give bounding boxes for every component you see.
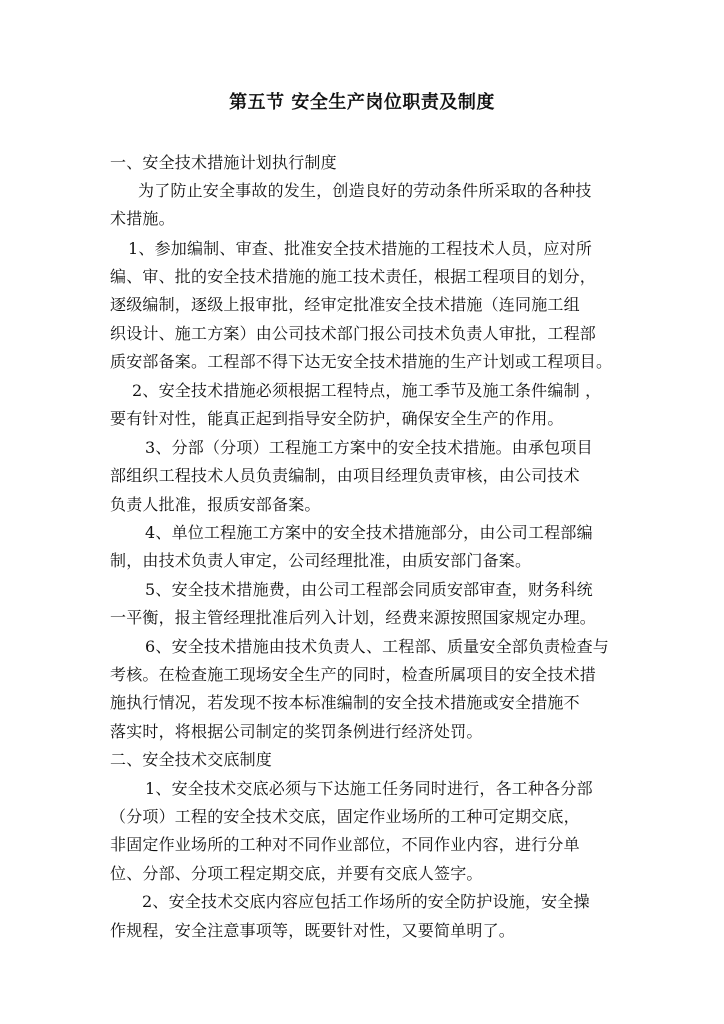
- paragraph-line: 1、安全技术交底必须与下达施工任务同时进行，各工种各分部: [145, 779, 593, 798]
- paragraph-line: 编、审、批的安全技术措施的施工技术责任，根据工程项目的划分，: [110, 267, 597, 286]
- paragraph-line: 考核。在检查施工现场安全生产的同时，检查所属项目的安全技术措: [110, 665, 597, 684]
- paragraph-line: 1、参加编制、审查、批准安全技术措施的工程技术人员，应对所: [128, 239, 592, 258]
- paragraph-line: 作规程，安全注意事项等，既要针对性，又要简单明了。: [110, 921, 516, 940]
- paragraph-line: 4、单位工程施工方案中的安全技术措施部分，由公司工程部编: [145, 523, 593, 542]
- paragraph-line: 3、分部（分项）工程施工方案中的安全技术措施。由承包项目: [145, 438, 593, 457]
- paragraph-line: 落实时，将根据公司制定的奖罚条例进行经济处罚。: [110, 722, 483, 741]
- paragraph-line: 一平衡，报主管经理批准后列入计划，经费来源按照国家规定办理。: [110, 608, 597, 627]
- paragraph-line: 质安部备案。工程部不得下达无安全技术措施的生产计划或工程项目。: [110, 352, 613, 371]
- paragraph-line: 6、安全技术措施由技术负责人、工程部、质量安全部负责检查与: [145, 637, 609, 656]
- paragraph-line: 2、安全技术交底内容应包括工作场所的安全防护设施，安全操: [142, 892, 590, 911]
- paragraph-line: 为了防止安全事故的发生，创造良好的劳动条件所采取的各种技: [138, 181, 592, 200]
- page-title: 第五节 安全生产岗位职责及制度: [229, 92, 495, 113]
- paragraph-line: 要有针对性，能真正起到指导安全防护，确保安全生产的作用。: [110, 409, 564, 428]
- paragraph-line: 逐级编制，逐级上报审批，经审定批准安全技术措施（连同施工组: [110, 295, 580, 314]
- paragraph-line: （分项）工程的安全技术交底，固定作业场所的工种可定期交底，: [110, 807, 580, 826]
- paragraph-line: 非固定作业场所的工种对不同作业部位，不同作业内容，进行分单: [110, 835, 580, 854]
- paragraph-line: 位、分部、分项工程定期交底，并要有交底人签字。: [110, 864, 483, 883]
- paragraph-line: 负责人批准，报质安部备案。: [110, 495, 321, 514]
- section-heading: 二、安全技术交底制度: [110, 750, 273, 769]
- paragraph-line: 部组织工程技术人员负责编制，由项目经理负责审核，由公司技术: [110, 466, 580, 485]
- paragraph-line: 织设计、施工方案）由公司技术部门报公司技术负责人审批，工程部: [110, 324, 597, 343]
- paragraph-line: 制，由技术负责人审定，公司经理批准，由质安部门备案。: [110, 551, 532, 570]
- section-heading: 一、安全技术措施计划执行制度: [110, 153, 337, 172]
- paragraph-line: 施执行情况，若发现不按本标准编制的安全技术措施或安全措施不: [110, 693, 580, 712]
- paragraph-line: 2、安全技术措施必须根据工程特点，施工季节及施工条件编制 ，: [132, 381, 602, 400]
- paragraph-line: 术措施。: [110, 209, 175, 228]
- paragraph-line: 5、安全技术措施费，由公司工程部会同质安部审查，财务科统: [145, 580, 593, 599]
